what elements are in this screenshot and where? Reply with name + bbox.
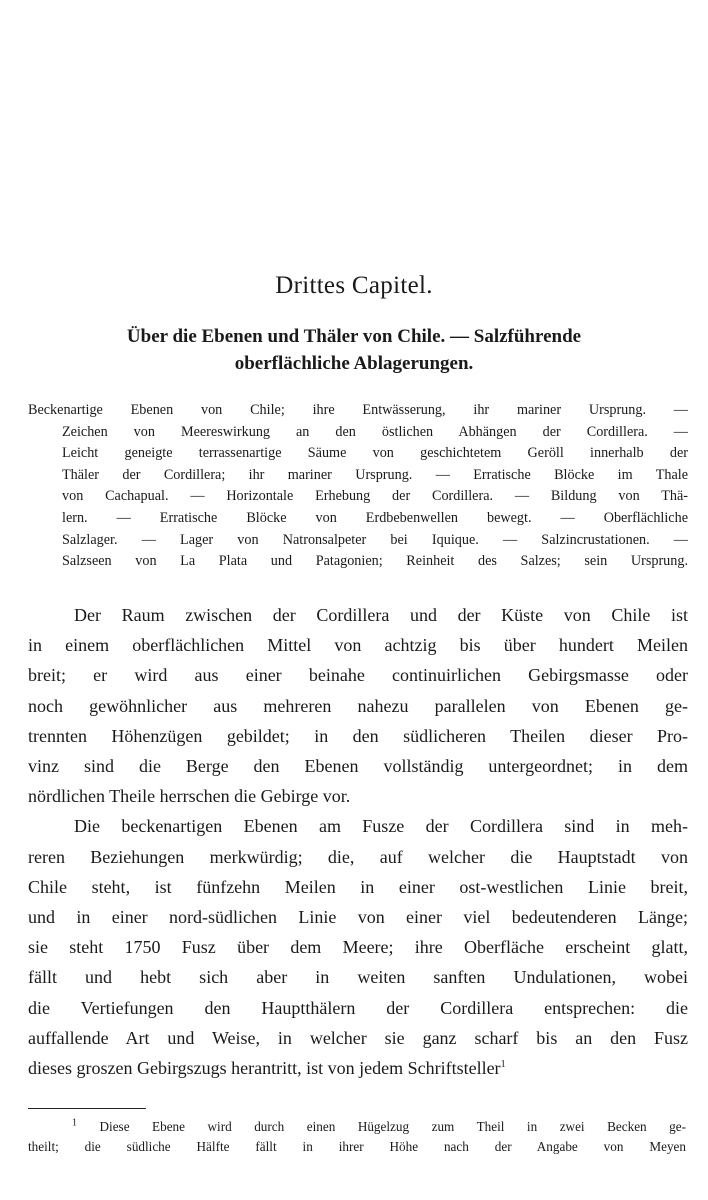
paragraph-line: Chile steht, ist fünfzehn Meilen in einer ost-westlichen Linie breit, [28,876,688,897]
paragraph-line: in einem oberflächlichen Mittel von achtzig bis über hundert Meilen [28,635,688,656]
paragraph-line: reren Beziehungen merkwürdig; die, auf welcher die Hauptstadt von [28,846,688,867]
body-text [28,600,688,1083]
paragraph-line: vinz sind die Berge den Ebenen vollständig untergeordnet; in dem [28,756,688,777]
summary-line: Leicht geneigte terrassenartige Säume von geschichtetem Geröll innerhalb der [62,445,688,462]
summary-line: lern. — Erratische Blöcke von Erdbebenwellen bewegt. — Oberflächliche [62,509,688,526]
footnote-line [28,1117,686,1137]
footnote-reference: 1 [500,1059,506,1071]
summary-line: Zeichen von Meereswirkung an den östlichen Abhängen der Cordillera. — [62,423,688,440]
chapter-summary [28,400,688,573]
footnote-divider [28,1108,146,1109]
paragraph-line: auffallende Art und Weise, in welcher sie ganz scharf bis an den Fusz [28,1027,688,1048]
footnote-line: theilt; die südliche Hälfte fällt in ihrer Höhe nach der Angabe von Meyen [28,1139,686,1154]
paragraph-line-text: dieses groszen Gebirgszugs herantritt, ist von jedem Schriftsteller [28,1058,501,1079]
paragraph-line: und in einer nord-südlichen Linie von einer viel bedeutenderen Länge; [28,907,688,928]
paragraph-line: trennten Höhenzügen gebildet; in den südlicheren Theilen dieser Pro- [28,725,688,746]
summary-line: Salzseen von La Plata und Patagonien; Reinheit des Salzes; sein Ursprung. [62,553,688,570]
paragraph-line: die Vertiefungen den Hauptthälern der Cordillera entsprechen: die [28,997,688,1018]
chapter-title [40,323,668,377]
footnote-line-1-text: Diese Ebene wird durch einen Hügelzug zum Theil in zwei Becken ge- [99,1119,686,1134]
paragraph-line: Die beckenartigen Ebenen am Fusze der Cordillera sind in meh- [74,816,688,837]
paragraph-line: breit; er wird aus einer beinahe continuirlichen Gebirgsmasse oder [28,665,688,686]
paragraph-line: fällt und hebt sich aber in weiten sanften Undulationen, wobei [28,967,688,988]
chapter-title-line-1: Über die Ebenen und Thäler von Chile. — Salzführende [126,326,582,347]
paragraph-line: Der Raum zwischen der Cordillera und der Küste von Chile ist [74,605,688,625]
footnote-marker: 1 [72,1117,77,1129]
paragraph-line: nördlichen Theile herrschen die Gebirge vor. [28,786,351,807]
summary-line: Beckenartige Ebenen von Chile; ihre Entwässerung, ihr mariner Ursprung. — [28,402,688,418]
chapter-title-line-2: oberflächliche Ablagerungen. [234,353,474,374]
paragraph-line: noch gewöhnlicher aus mehreren nahezu parallelen von Ebenen ge- [28,695,688,716]
footnote [28,1117,686,1157]
summary-line: von Cachapual. — Horizontale Erhebung der Cordillera. — Bildung von Thä- [62,488,688,505]
summary-line: Salzlager. — Lager von Natronsalpeter bei Iquique. — Salzincrustationen. — [62,531,688,548]
paragraph-line: sie steht 1750 Fusz über dem Meere; ihre Oberfläche erscheint glatt, [28,937,688,958]
paragraph-line-with-footnote [28,1053,688,1083]
summary-line: Thäler der Cordillera; ihr mariner Ursprung. — Erratische Blöcke im Thale [62,466,688,483]
chapter-heading: Drittes Capitel. [275,272,433,299]
